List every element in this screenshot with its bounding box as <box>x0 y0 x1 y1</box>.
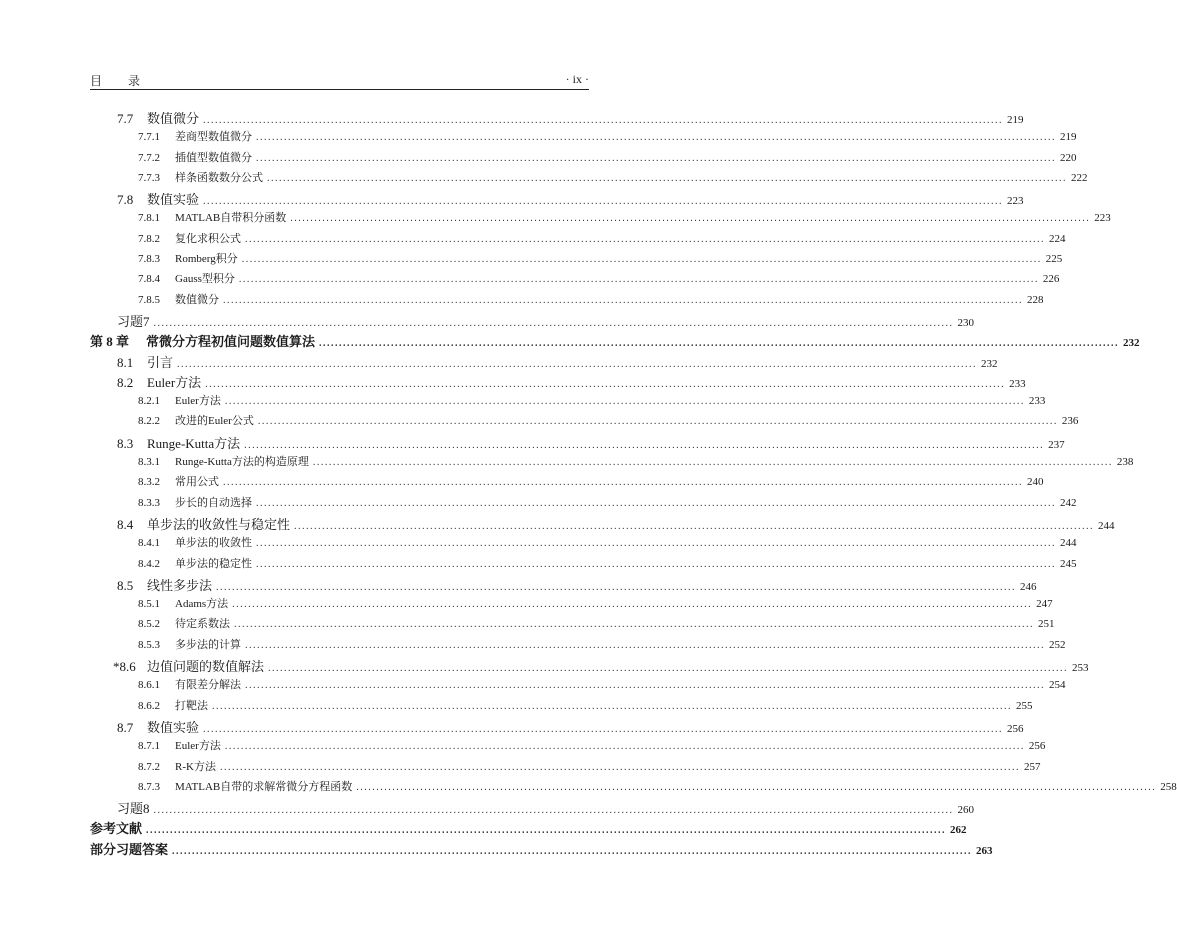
leader-dots: ........................................................................................................................................................................................................ <box>256 538 1056 550</box>
toc-entry-title: 引言 <box>147 354 174 370</box>
toc-entry-page: 240 <box>1027 476 1044 489</box>
toc-entry-title: 部分习题答案 <box>90 841 169 857</box>
header-page-number: · ix · <box>565 72 589 86</box>
toc-entry-title: Adams方法 <box>175 598 229 611</box>
toc-entry[interactable] <box>90 209 1111 229</box>
toc-entry[interactable] <box>90 615 1055 635</box>
toc-entry[interactable] <box>90 230 1066 250</box>
toc-entry-number: 7.8.4 <box>138 273 160 286</box>
toc-entry-title: 改进的Euler公式 <box>175 415 254 428</box>
toc-entry[interactable] <box>90 392 1046 412</box>
toc-entry-page: 224 <box>1049 232 1066 245</box>
toc-entry-number: 8.5.3 <box>138 638 160 651</box>
leader-dots: ........................................................................................................................................................................................................ <box>268 663 1069 675</box>
toc-entry-title: 打靶法 <box>175 699 208 712</box>
toc-entry-page: 237 <box>1048 438 1065 451</box>
leader-dots: ........................................................................................................................................................................................................ <box>153 317 954 329</box>
toc-entry-title: 单步法的收敛性 <box>175 537 252 550</box>
toc-entry[interactable] <box>90 149 1077 169</box>
toc-entry-number: 7.7.1 <box>138 131 160 144</box>
toc-entry-title: 参考文献 <box>90 821 143 837</box>
leader-dots: ........................................................................................................................................................................................................ <box>224 741 1025 753</box>
leader-dots: ........................................................................................................................................................................................................ <box>224 396 1025 408</box>
toc-entry-number: 8.7.3 <box>138 780 160 793</box>
toc-entry-title: 复化求积公式 <box>175 232 241 245</box>
toc-entry-title: 边值问题的数值解法 <box>147 659 265 675</box>
leader-dots: ........................................................................................................................................................................................................ <box>256 558 1056 570</box>
toc-entry-number: 7.7.2 <box>138 151 160 164</box>
leader-dots: ........................................................................................................................................................................................................ <box>203 196 1004 208</box>
toc-entry[interactable] <box>90 169 1088 189</box>
toc-entry-title: 插值型数值微分 <box>175 151 252 164</box>
toc-entry-number: 8.5.1 <box>138 598 160 611</box>
leader-dots: ........................................................................................................................................................................................................ <box>312 457 1113 469</box>
toc-entry-title: R-K方法 <box>175 760 216 773</box>
header-title-char-1: 目 <box>90 74 103 88</box>
toc-entry[interactable] <box>90 758 1041 778</box>
leader-dots: ........................................................................................................................................................................................................ <box>256 132 1056 144</box>
toc-entry-page: 238 <box>1116 456 1134 469</box>
toc-entry-title: 常用公式 <box>175 476 219 489</box>
toc-entry-number: *8.6 <box>113 659 136 675</box>
toc-entry-number: 8.3.1 <box>138 456 160 469</box>
leader-dots: ........................................................................................................................................................................................................ <box>257 416 1058 428</box>
toc-entry-page: 262 <box>950 824 967 837</box>
toc-entry-title: 单步法的稳定性 <box>175 557 252 570</box>
toc-entry[interactable] <box>90 595 1053 615</box>
toc-entry-page: 223 <box>1007 195 1024 208</box>
leader-dots: ........................................................................................................................................................................................................ <box>203 723 1004 735</box>
toc-entry[interactable] <box>90 453 1134 473</box>
toc-entry-number: 8.2.1 <box>138 395 160 408</box>
toc-entry-number: 8.7.1 <box>138 740 160 753</box>
toc-entry[interactable] <box>90 514 1115 534</box>
toc-entry-page: 242 <box>1060 496 1077 509</box>
toc-entry-title: Gauss型积分 <box>175 273 235 286</box>
leader-dots: ........................................................................................................................................................................................................ <box>223 477 1023 489</box>
toc-entry[interactable] <box>90 331 1140 351</box>
toc-entry-page: 255 <box>1016 699 1033 712</box>
toc-entry-page: 220 <box>1060 151 1077 164</box>
toc-entry-page: 219 <box>1007 114 1024 126</box>
toc-entry-page: 232 <box>1123 337 1140 350</box>
toc-entry-number: 8.3 <box>117 435 134 451</box>
toc-entry-page: 252 <box>1049 638 1066 651</box>
toc-entry-number: 第 8 章 <box>90 334 130 350</box>
toc-entry-page: 257 <box>1023 760 1041 773</box>
toc-entry-page: 247 <box>1036 598 1053 611</box>
toc-entry[interactable] <box>90 778 1177 798</box>
toc-entry-number: 7.8 <box>117 192 134 208</box>
leader-dots: ........................................................................................................................................................................................................ <box>245 680 1045 692</box>
leader-dots: ........................................................................................................................................................................................................ <box>256 497 1056 509</box>
toc-entry-page: 233 <box>1028 395 1046 408</box>
leader-dots: ........................................................................................................................................................................................................ <box>223 294 1023 306</box>
toc-entry[interactable] <box>90 534 1077 554</box>
toc-entry[interactable] <box>90 270 1060 290</box>
toc-entry-title: 单步法的收敛性与稳定性 <box>147 516 291 532</box>
toc-entry[interactable] <box>90 473 1044 493</box>
toc-entry-title: 数值实验 <box>147 719 200 735</box>
leader-dots: ........................................................................................................................................................................................................ <box>177 358 978 370</box>
toc-entry-title: 数值微分 <box>147 111 200 126</box>
toc-entry[interactable] <box>90 575 1037 595</box>
leader-dots: ........................................................................................................................................................................................................ <box>238 274 1039 286</box>
toc-entry-title: Runge-Kutta方法的构造原理 <box>175 456 309 469</box>
toc-entry[interactable] <box>90 433 1065 453</box>
toc-entry-page: 223 <box>1094 212 1111 225</box>
toc-entry-page: 246 <box>1020 580 1037 593</box>
toc-entry-title: 习题8 <box>117 801 150 817</box>
toc-entry-number: 7.8.1 <box>138 212 160 225</box>
toc-entry-page: 244 <box>1060 537 1077 550</box>
toc-entry-number: 8.4.1 <box>138 537 160 550</box>
toc-entry[interactable] <box>90 372 1026 392</box>
toc-entry-number: 8.3.3 <box>138 496 160 509</box>
toc-entry[interactable] <box>90 717 1024 737</box>
leader-dots: ........................................................................................................................................................................................................ <box>356 781 1157 793</box>
leader-dots: ........................................................................................................................................................................................................ <box>234 619 1034 631</box>
table-of-contents <box>90 108 1177 859</box>
toc-entry-title: 样条函数数分公式 <box>175 171 263 184</box>
toc-entry-page: 251 <box>1038 618 1055 631</box>
toc-entry-title: Euler方法 <box>175 740 221 753</box>
toc-entry[interactable] <box>90 697 1033 717</box>
toc-entry-page: 232 <box>981 357 998 370</box>
leader-dots: ........................................................................................................................................................................................................ <box>219 761 1020 773</box>
leader-dots: ........................................................................................................................................................................................................ <box>232 599 1033 611</box>
toc-entry-page: 256 <box>1028 740 1046 753</box>
toc-entry-number: 8.3.2 <box>138 476 160 489</box>
toc-entry-number: 8.7 <box>117 719 134 735</box>
leader-dots: ........................................................................................................................................................................................................ <box>172 845 973 857</box>
leader-dots: ........................................................................................................................................................................................................ <box>241 254 1042 266</box>
toc-entry-title: Euler方法 <box>147 374 202 390</box>
leader-dots: ........................................................................................................................................................................................................ <box>245 233 1045 245</box>
toc-entry-title: Romberg积分 <box>175 253 238 266</box>
toc-entry-title: 多步法的计算 <box>175 638 241 651</box>
toc-entry-page: 258 <box>1160 780 1177 793</box>
toc-entry-page: 245 <box>1060 557 1077 570</box>
toc-entry-number: 8.4 <box>117 516 134 532</box>
leader-dots: ........................................................................................................................................................................................................ <box>245 639 1045 651</box>
leader-dots: ........................................................................................................................................................................................................ <box>244 439 1045 451</box>
toc-entry[interactable] <box>90 818 967 838</box>
toc-entry-number: 7.8.2 <box>138 232 160 245</box>
toc-entry-page: 226 <box>1042 273 1060 286</box>
toc-entry-title: 线性多步法 <box>147 577 213 593</box>
toc-entry[interactable] <box>90 128 1077 148</box>
toc-entry-number: 8.6.1 <box>138 679 160 692</box>
toc-entry[interactable] <box>90 839 993 859</box>
toc-entry-title: 有限差分解法 <box>175 679 241 692</box>
leader-dots: ........................................................................................................................................................................................................ <box>205 378 1006 390</box>
toc-entry-page: 233 <box>1009 377 1026 390</box>
toc-entry-number: 7.7 <box>117 111 134 126</box>
toc-entry-page: 256 <box>1007 722 1024 735</box>
header-title <box>90 72 140 89</box>
toc-entry-page: 253 <box>1072 662 1089 675</box>
toc-entry-number: 7.8.5 <box>138 293 160 306</box>
toc-entry-number: 8.7.2 <box>138 760 160 773</box>
toc-entry-number: 7.7.3 <box>138 171 160 184</box>
leader-dots: ........................................................................................................................................................................................................ <box>153 805 954 817</box>
leader-dots: ........................................................................................................................................................................................................ <box>290 213 1091 225</box>
toc-entry-page: 263 <box>976 844 993 857</box>
toc-entry[interactable] <box>90 656 1089 676</box>
toc-entry[interactable] <box>90 108 1024 128</box>
toc-entry-number: 7.8.3 <box>138 253 160 266</box>
toc-entry-page: 230 <box>957 316 975 329</box>
toc-entry-page: 244 <box>1098 519 1115 532</box>
leader-dots: ........................................................................................................................................................................................................ <box>203 115 1004 126</box>
toc-entry[interactable] <box>90 737 1046 757</box>
toc-entry-title: 数值微分 <box>175 293 219 306</box>
toc-entry-number: 8.4.2 <box>138 557 160 570</box>
header-title-char-2: 录 <box>128 74 141 88</box>
toc-entry-title: Euler方法 <box>175 395 221 408</box>
toc-entry-number: 8.1 <box>117 354 134 370</box>
leader-dots: ........................................................................................................................................................................................................ <box>294 520 1095 532</box>
leader-dots: ........................................................................................................................................................................................................ <box>216 581 1017 593</box>
toc-entry-number: 8.6.2 <box>138 699 160 712</box>
toc-entry[interactable] <box>90 250 1063 270</box>
toc-entry-title: MATLAB自带积分函数 <box>175 212 287 225</box>
leader-dots: ........................................................................................................................................................................................................ <box>256 152 1056 164</box>
toc-entry[interactable] <box>90 555 1077 575</box>
toc-entry-page: 260 <box>957 804 975 817</box>
toc-entry-page: 236 <box>1061 415 1079 428</box>
toc-entry[interactable] <box>90 412 1079 432</box>
leader-dots: ........................................................................................................................................................................................................ <box>267 172 1067 184</box>
toc-entry[interactable] <box>90 291 1044 311</box>
toc-entry-number: 8.2 <box>117 374 134 390</box>
toc-entry[interactable] <box>90 311 975 331</box>
toc-entry-title: 待定系数法 <box>175 618 230 631</box>
toc-entry[interactable] <box>90 636 1066 656</box>
toc-entry[interactable] <box>90 189 1024 209</box>
toc-entry-page: 225 <box>1045 253 1063 266</box>
toc-entry-page: 219 <box>1060 131 1077 144</box>
toc-entry-title: MATLAB自带的求解常微分方程函数 <box>175 780 353 793</box>
toc-entry-number: 8.5.2 <box>138 618 160 631</box>
leader-dots: ........................................................................................................................................................................................................ <box>319 338 1120 350</box>
toc-entry-title: 数值实验 <box>147 192 200 208</box>
toc-entry[interactable] <box>90 352 998 372</box>
leader-dots: ........................................................................................................................................................................................................ <box>212 700 1012 712</box>
toc-entry[interactable] <box>90 676 1066 696</box>
toc-entry-page: 254 <box>1049 679 1066 692</box>
toc-entry-title: 常微分方程初值问题数值算法 <box>146 334 316 350</box>
running-header <box>90 71 589 90</box>
toc-entry-title: 习题7 <box>117 313 150 329</box>
toc-entry-number: 8.5 <box>117 577 134 593</box>
toc-entry-page: 228 <box>1027 293 1044 306</box>
toc-entry-title: 步长的自动选择 <box>175 496 252 509</box>
leader-dots: ........................................................................................................................................................................................................ <box>146 825 947 837</box>
toc-entry-page: 222 <box>1071 171 1088 184</box>
toc-entry[interactable] <box>90 494 1077 514</box>
toc-entry-number: 8.2.2 <box>138 415 160 428</box>
toc-entry-title: Runge-Kutta方法 <box>147 435 241 451</box>
toc-entry[interactable] <box>90 798 975 818</box>
toc-entry-title: 差商型数值微分 <box>175 131 252 144</box>
